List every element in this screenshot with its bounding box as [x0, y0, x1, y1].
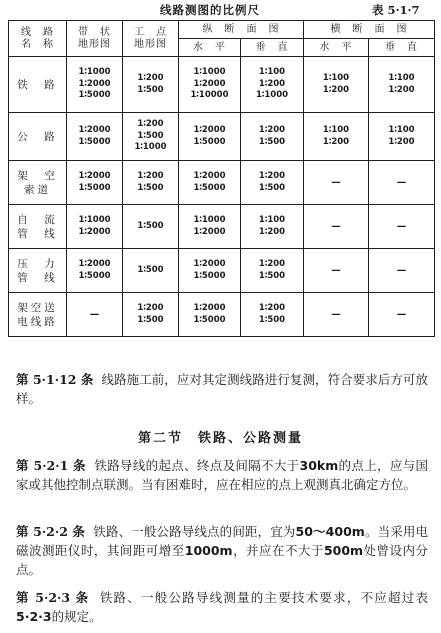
- header-cross-horizontal: 水 平: [304, 39, 369, 57]
- section-heading: 第二节 铁路、公路测量: [137, 431, 303, 446]
- table-cell-cv: 1∶100 1∶200: [369, 57, 435, 113]
- table-cell-pv: 1∶200 1∶500: [241, 113, 304, 161]
- table-cell-strip: —: [67, 293, 123, 337]
- scale-table: [8, 20, 435, 337]
- header-line-name: 线 路 名 称: [9, 21, 67, 57]
- table-row: [9, 293, 435, 337]
- header-profile-vertical: 垂 直: [241, 39, 304, 57]
- table-cell-ch: —: [304, 249, 369, 293]
- row-name: 自 流 管 线: [9, 205, 67, 249]
- table-cell-ch: 1∶100 1∶200: [304, 57, 369, 113]
- table-cell-pv: 1∶200 1∶500: [241, 161, 304, 205]
- paragraph-5-1-12: [16, 370, 428, 408]
- table-cell-cv: —: [369, 293, 435, 337]
- table-cell-ph: 1∶2000 1∶5000: [179, 293, 241, 337]
- table-cell-cv: —: [369, 249, 435, 293]
- table-cell-ch: —: [304, 205, 369, 249]
- table-row: [9, 57, 435, 113]
- table-cell-ch: 1∶100 1∶200: [304, 113, 369, 161]
- table-cell-site: 1∶500: [123, 205, 179, 249]
- table-cell-site: 1∶200 1∶500: [123, 57, 179, 113]
- header-cross-vertical: 垂 直: [369, 39, 435, 57]
- table-cell-cv: —: [369, 161, 435, 205]
- table-cell-strip: 1∶2000 1∶5000: [67, 161, 123, 205]
- table-cell-strip: 1∶2000 1∶5000: [67, 113, 123, 161]
- paragraph-5-2-1: 第 5·2·1 条 铁路导线的起点、终点及间隔不大于30km的点上，应与国家或其他控制点联测。当有困难时，应在相应的点上观测真北确定方位。: [16, 458, 428, 492]
- table-cell-pv: 1∶200 1∶500: [241, 293, 304, 337]
- article-label: 第 5·2·2 条: [16, 524, 86, 539]
- row-name: 公 路: [9, 113, 67, 161]
- paragraph-5-2-2: 第 5·2·2 条 铁路、一般公路导线点的间距，宜为50～400m。当采用电磁波测距仪时，其间距可增至1000m，并应在不大于500m处曾设内分点。: [16, 524, 429, 577]
- table-cell-site: 1∶500: [123, 249, 179, 293]
- table-row: [9, 161, 435, 205]
- header-cross-section: 横 断 面 图: [304, 21, 435, 39]
- table-title: 线路测图的比例尺: [160, 3, 260, 17]
- article-label: 第 5·2·1 条: [16, 458, 86, 473]
- table-cell-ph: 1∶1000 1∶2000 1∶10000: [179, 57, 241, 113]
- table-cell-site: 1∶200 1∶500: [123, 161, 179, 205]
- table-row: [9, 113, 435, 161]
- table-number: 表 5·1·7: [372, 3, 420, 17]
- row-name: 铁 路: [9, 57, 67, 113]
- table-cell-pv: 1∶200 1∶500: [241, 249, 304, 293]
- table-row: [9, 249, 435, 293]
- article-label: 第 5·1·12 条: [16, 372, 94, 387]
- table-cell-ch: —: [304, 161, 369, 205]
- header-profile: 纵 断 面 图: [179, 21, 304, 39]
- header-site-map: 工 点 地形图: [123, 21, 179, 57]
- table-cell-ph: 1∶2000 1∶5000: [179, 161, 241, 205]
- paragraph-5-2-3: 第 5·2·3 条 铁路、一般公路导线测量的主要技术要求，不应超过表5·2·3的规定。: [16, 590, 428, 624]
- table-row: [9, 205, 435, 249]
- article-body: 线路施工前，应对其定测线路进行复测，符合要求后方可放样。: [16, 372, 428, 406]
- header-strip-map: 带 状 地形图: [67, 21, 123, 57]
- table-cell-cv: —: [369, 205, 435, 249]
- table-cell-ch: —: [304, 293, 369, 337]
- table-cell-site: 1∶200 1∶500: [123, 293, 179, 337]
- table-cell-pv: 1∶100 1∶200 1∶1000: [241, 57, 304, 113]
- table-cell-ph: 1∶2000 1∶5000: [179, 249, 241, 293]
- row-name: 压 力 管 线: [9, 249, 67, 293]
- table-cell-strip: 1∶1000 1∶2000 1∶5000: [67, 57, 123, 113]
- table-cell-cv: 1∶100 1∶200: [369, 113, 435, 161]
- table-cell-ph: 1∶1000 1∶2000: [179, 205, 241, 249]
- table-cell-strip: 1∶2000 1∶5000: [67, 249, 123, 293]
- table-caption: [0, 2, 441, 18]
- table-body: [9, 57, 435, 337]
- article-label: 第 5·2·3 条: [16, 590, 90, 605]
- row-name: 架空送 电线路: [9, 293, 67, 337]
- table-cell-ph: 1∶2000 1∶5000: [179, 113, 241, 161]
- table-cell-pv: 1∶100 1∶200: [241, 205, 304, 249]
- table-cell-strip: 1∶1000 1∶2000: [67, 205, 123, 249]
- row-name: 架 空 索道: [9, 161, 67, 205]
- header-profile-horizontal: 水 平: [179, 39, 241, 57]
- table-cell-site: 1∶200 1∶500 1∶1000: [123, 113, 179, 161]
